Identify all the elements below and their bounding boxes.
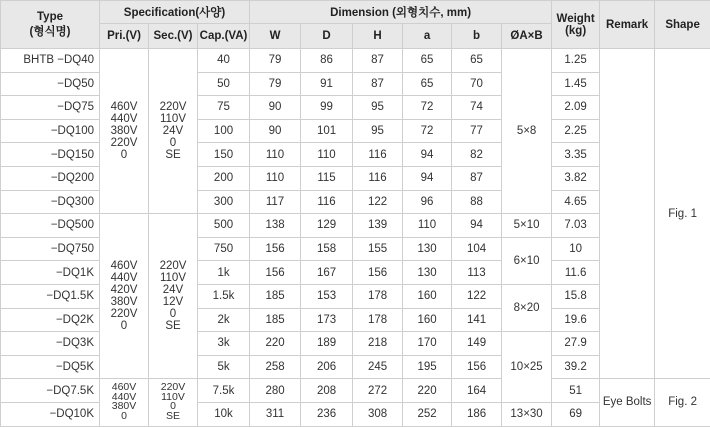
type-cell: −DQ500 bbox=[1, 214, 100, 238]
b-cell: 149 bbox=[452, 332, 502, 356]
w-cell: 185 bbox=[250, 284, 301, 308]
h-cell: 155 bbox=[353, 237, 403, 261]
header-d: D bbox=[301, 24, 353, 49]
b-cell: 88 bbox=[452, 190, 502, 214]
a-cell: 160 bbox=[403, 308, 452, 332]
type-cell: −DQ750 bbox=[1, 237, 100, 261]
a-cell: 65 bbox=[403, 49, 452, 73]
cap-cell: 40 bbox=[198, 49, 250, 73]
d-cell: 129 bbox=[301, 214, 353, 238]
weight-cell: 10 bbox=[552, 237, 600, 261]
sec-group-2: 220V 110V 24V 12V 0 SE bbox=[149, 214, 198, 379]
b-cell: 87 bbox=[452, 166, 502, 190]
cap-cell: 1.5k bbox=[198, 284, 250, 308]
axb-group-5: 10×25 bbox=[502, 332, 552, 403]
weight-cell: 1.25 bbox=[552, 49, 600, 73]
weight-cell: 2.25 bbox=[552, 119, 600, 143]
weight-cell: 15.8 bbox=[552, 284, 600, 308]
a-cell: 170 bbox=[403, 332, 452, 356]
w-cell: 110 bbox=[250, 143, 301, 167]
h-cell: 116 bbox=[353, 166, 403, 190]
w-cell: 110 bbox=[250, 166, 301, 190]
weight-cell: 27.9 bbox=[552, 332, 600, 356]
cap-cell: 1k bbox=[198, 261, 250, 285]
header-dimension: Dimension (외형치수, mm) bbox=[250, 1, 552, 24]
header-type: Type (형식명) bbox=[1, 1, 100, 49]
d-cell: 208 bbox=[301, 379, 353, 403]
b-cell: 74 bbox=[452, 96, 502, 120]
b-cell: 122 bbox=[452, 284, 502, 308]
h-cell: 156 bbox=[353, 261, 403, 285]
header-a: a bbox=[403, 24, 452, 49]
w-cell: 258 bbox=[250, 355, 301, 379]
b-cell: 94 bbox=[452, 214, 502, 238]
type-cell: −DQ3K bbox=[1, 332, 100, 356]
d-cell: 189 bbox=[301, 332, 353, 356]
table-row bbox=[1, 49, 710, 73]
weight-cell: 51 bbox=[552, 379, 600, 403]
h-cell: 218 bbox=[353, 332, 403, 356]
b-cell: 113 bbox=[452, 261, 502, 285]
header-b: b bbox=[452, 24, 502, 49]
h-cell: 272 bbox=[353, 379, 403, 403]
w-cell: 79 bbox=[250, 49, 301, 73]
weight-cell: 39.2 bbox=[552, 355, 600, 379]
w-cell: 156 bbox=[250, 261, 301, 285]
axb-group-3: 6×10 bbox=[502, 237, 552, 284]
w-cell: 138 bbox=[250, 214, 301, 238]
a-cell: 220 bbox=[403, 379, 452, 403]
cap-cell: 300 bbox=[198, 190, 250, 214]
weight-cell: 3.35 bbox=[552, 143, 600, 167]
type-cell: −DQ150 bbox=[1, 143, 100, 167]
type-cell: −DQ100 bbox=[1, 119, 100, 143]
b-cell: 77 bbox=[452, 119, 502, 143]
w-cell: 156 bbox=[250, 237, 301, 261]
header-specification: Specification(사양) bbox=[100, 1, 250, 24]
type-cell: −DQ200 bbox=[1, 166, 100, 190]
shape-fig2: Fig. 2 bbox=[655, 379, 710, 426]
b-cell: 164 bbox=[452, 379, 502, 403]
type-cell: BHTB −DQ40 bbox=[1, 49, 100, 73]
w-cell: 185 bbox=[250, 308, 301, 332]
cap-cell: 7.5k bbox=[198, 379, 250, 403]
h-cell: 139 bbox=[353, 214, 403, 238]
type-cell: −DQ2K bbox=[1, 308, 100, 332]
d-cell: 158 bbox=[301, 237, 353, 261]
cap-cell: 5k bbox=[198, 355, 250, 379]
sec-group-1: 220V 110V 24V 0 SE bbox=[149, 49, 198, 214]
a-cell: 94 bbox=[403, 166, 452, 190]
a-cell: 96 bbox=[403, 190, 452, 214]
b-cell: 186 bbox=[452, 402, 502, 426]
axb-group-1: 5×8 bbox=[502, 49, 552, 214]
cap-cell: 3k bbox=[198, 332, 250, 356]
cap-cell: 150 bbox=[198, 143, 250, 167]
header-axb: ØA×B bbox=[502, 24, 552, 49]
weight-cell: 7.03 bbox=[552, 214, 600, 238]
cap-cell: 50 bbox=[198, 72, 250, 96]
d-cell: 116 bbox=[301, 190, 353, 214]
header-h: H bbox=[353, 24, 403, 49]
b-cell: 104 bbox=[452, 237, 502, 261]
a-cell: 72 bbox=[403, 119, 452, 143]
b-cell: 65 bbox=[452, 49, 502, 73]
a-cell: 72 bbox=[403, 96, 452, 120]
b-cell: 70 bbox=[452, 72, 502, 96]
a-cell: 65 bbox=[403, 72, 452, 96]
type-cell: −DQ7.5K bbox=[1, 379, 100, 403]
type-cell: −DQ300 bbox=[1, 190, 100, 214]
sec-group-3: 220V 110V 0 SE bbox=[149, 379, 198, 426]
table-row bbox=[1, 379, 710, 403]
axb-group-2: 5×10 bbox=[502, 214, 552, 238]
w-cell: 79 bbox=[250, 72, 301, 96]
axb-group-4: 8×20 bbox=[502, 284, 552, 331]
d-cell: 167 bbox=[301, 261, 353, 285]
h-cell: 95 bbox=[353, 96, 403, 120]
shape-fig1: Fig. 1 bbox=[655, 49, 710, 379]
h-cell: 87 bbox=[353, 72, 403, 96]
remark-empty bbox=[600, 49, 655, 379]
w-cell: 90 bbox=[250, 96, 301, 120]
a-cell: 195 bbox=[403, 355, 452, 379]
w-cell: 220 bbox=[250, 332, 301, 356]
type-cell: −DQ5K bbox=[1, 355, 100, 379]
h-cell: 308 bbox=[353, 402, 403, 426]
header-sec: Sec.(V) bbox=[149, 24, 198, 49]
header-w: W bbox=[250, 24, 301, 49]
d-cell: 101 bbox=[301, 119, 353, 143]
weight-cell: 1.45 bbox=[552, 72, 600, 96]
type-cell: −DQ50 bbox=[1, 72, 100, 96]
type-cell: −DQ10K bbox=[1, 402, 100, 426]
h-cell: 95 bbox=[353, 119, 403, 143]
w-cell: 311 bbox=[250, 402, 301, 426]
h-cell: 87 bbox=[353, 49, 403, 73]
weight-cell: 2.09 bbox=[552, 96, 600, 120]
cap-cell: 500 bbox=[198, 214, 250, 238]
h-cell: 178 bbox=[353, 308, 403, 332]
d-cell: 173 bbox=[301, 308, 353, 332]
weight-cell: 69 bbox=[552, 402, 600, 426]
type-cell: −DQ75 bbox=[1, 96, 100, 120]
w-cell: 90 bbox=[250, 119, 301, 143]
a-cell: 94 bbox=[403, 143, 452, 167]
d-cell: 86 bbox=[301, 49, 353, 73]
a-cell: 130 bbox=[403, 261, 452, 285]
cap-cell: 100 bbox=[198, 119, 250, 143]
a-cell: 130 bbox=[403, 237, 452, 261]
w-cell: 117 bbox=[250, 190, 301, 214]
header-weight: Weight (kg) bbox=[552, 1, 600, 49]
header-remark: Remark bbox=[600, 1, 655, 49]
d-cell: 206 bbox=[301, 355, 353, 379]
header-cap: Cap.(VA) bbox=[198, 24, 250, 49]
d-cell: 153 bbox=[301, 284, 353, 308]
d-cell: 110 bbox=[301, 143, 353, 167]
cap-cell: 750 bbox=[198, 237, 250, 261]
remark-eye-bolts: Eye Bolts bbox=[600, 379, 655, 426]
h-cell: 245 bbox=[353, 355, 403, 379]
h-cell: 178 bbox=[353, 284, 403, 308]
b-cell: 141 bbox=[452, 308, 502, 332]
type-cell: −DQ1.5K bbox=[1, 284, 100, 308]
b-cell: 82 bbox=[452, 143, 502, 167]
pri-group-3: 460V 440V 380V 0 bbox=[100, 379, 149, 426]
cap-cell: 2k bbox=[198, 308, 250, 332]
header-shape: Shape bbox=[655, 1, 710, 49]
b-cell: 156 bbox=[452, 355, 502, 379]
d-cell: 91 bbox=[301, 72, 353, 96]
pri-group-1: 460V 440V 380V 220V 0 bbox=[100, 49, 149, 214]
cap-cell: 10k bbox=[198, 402, 250, 426]
cap-cell: 75 bbox=[198, 96, 250, 120]
weight-cell: 11.6 bbox=[552, 261, 600, 285]
a-cell: 160 bbox=[403, 284, 452, 308]
a-cell: 252 bbox=[403, 402, 452, 426]
weight-cell: 19.6 bbox=[552, 308, 600, 332]
h-cell: 122 bbox=[353, 190, 403, 214]
pri-group-2: 460V 440V 420V 380V 220V 0 bbox=[100, 214, 149, 379]
type-cell: −DQ1K bbox=[1, 261, 100, 285]
d-cell: 236 bbox=[301, 402, 353, 426]
d-cell: 115 bbox=[301, 166, 353, 190]
a-cell: 110 bbox=[403, 214, 452, 238]
weight-cell: 4.65 bbox=[552, 190, 600, 214]
axb-group-6: 13×30 bbox=[502, 402, 552, 426]
d-cell: 99 bbox=[301, 96, 353, 120]
header-pri: Pri.(V) bbox=[100, 24, 149, 49]
weight-cell: 3.82 bbox=[552, 166, 600, 190]
h-cell: 116 bbox=[353, 143, 403, 167]
w-cell: 280 bbox=[250, 379, 301, 403]
cap-cell: 200 bbox=[198, 166, 250, 190]
